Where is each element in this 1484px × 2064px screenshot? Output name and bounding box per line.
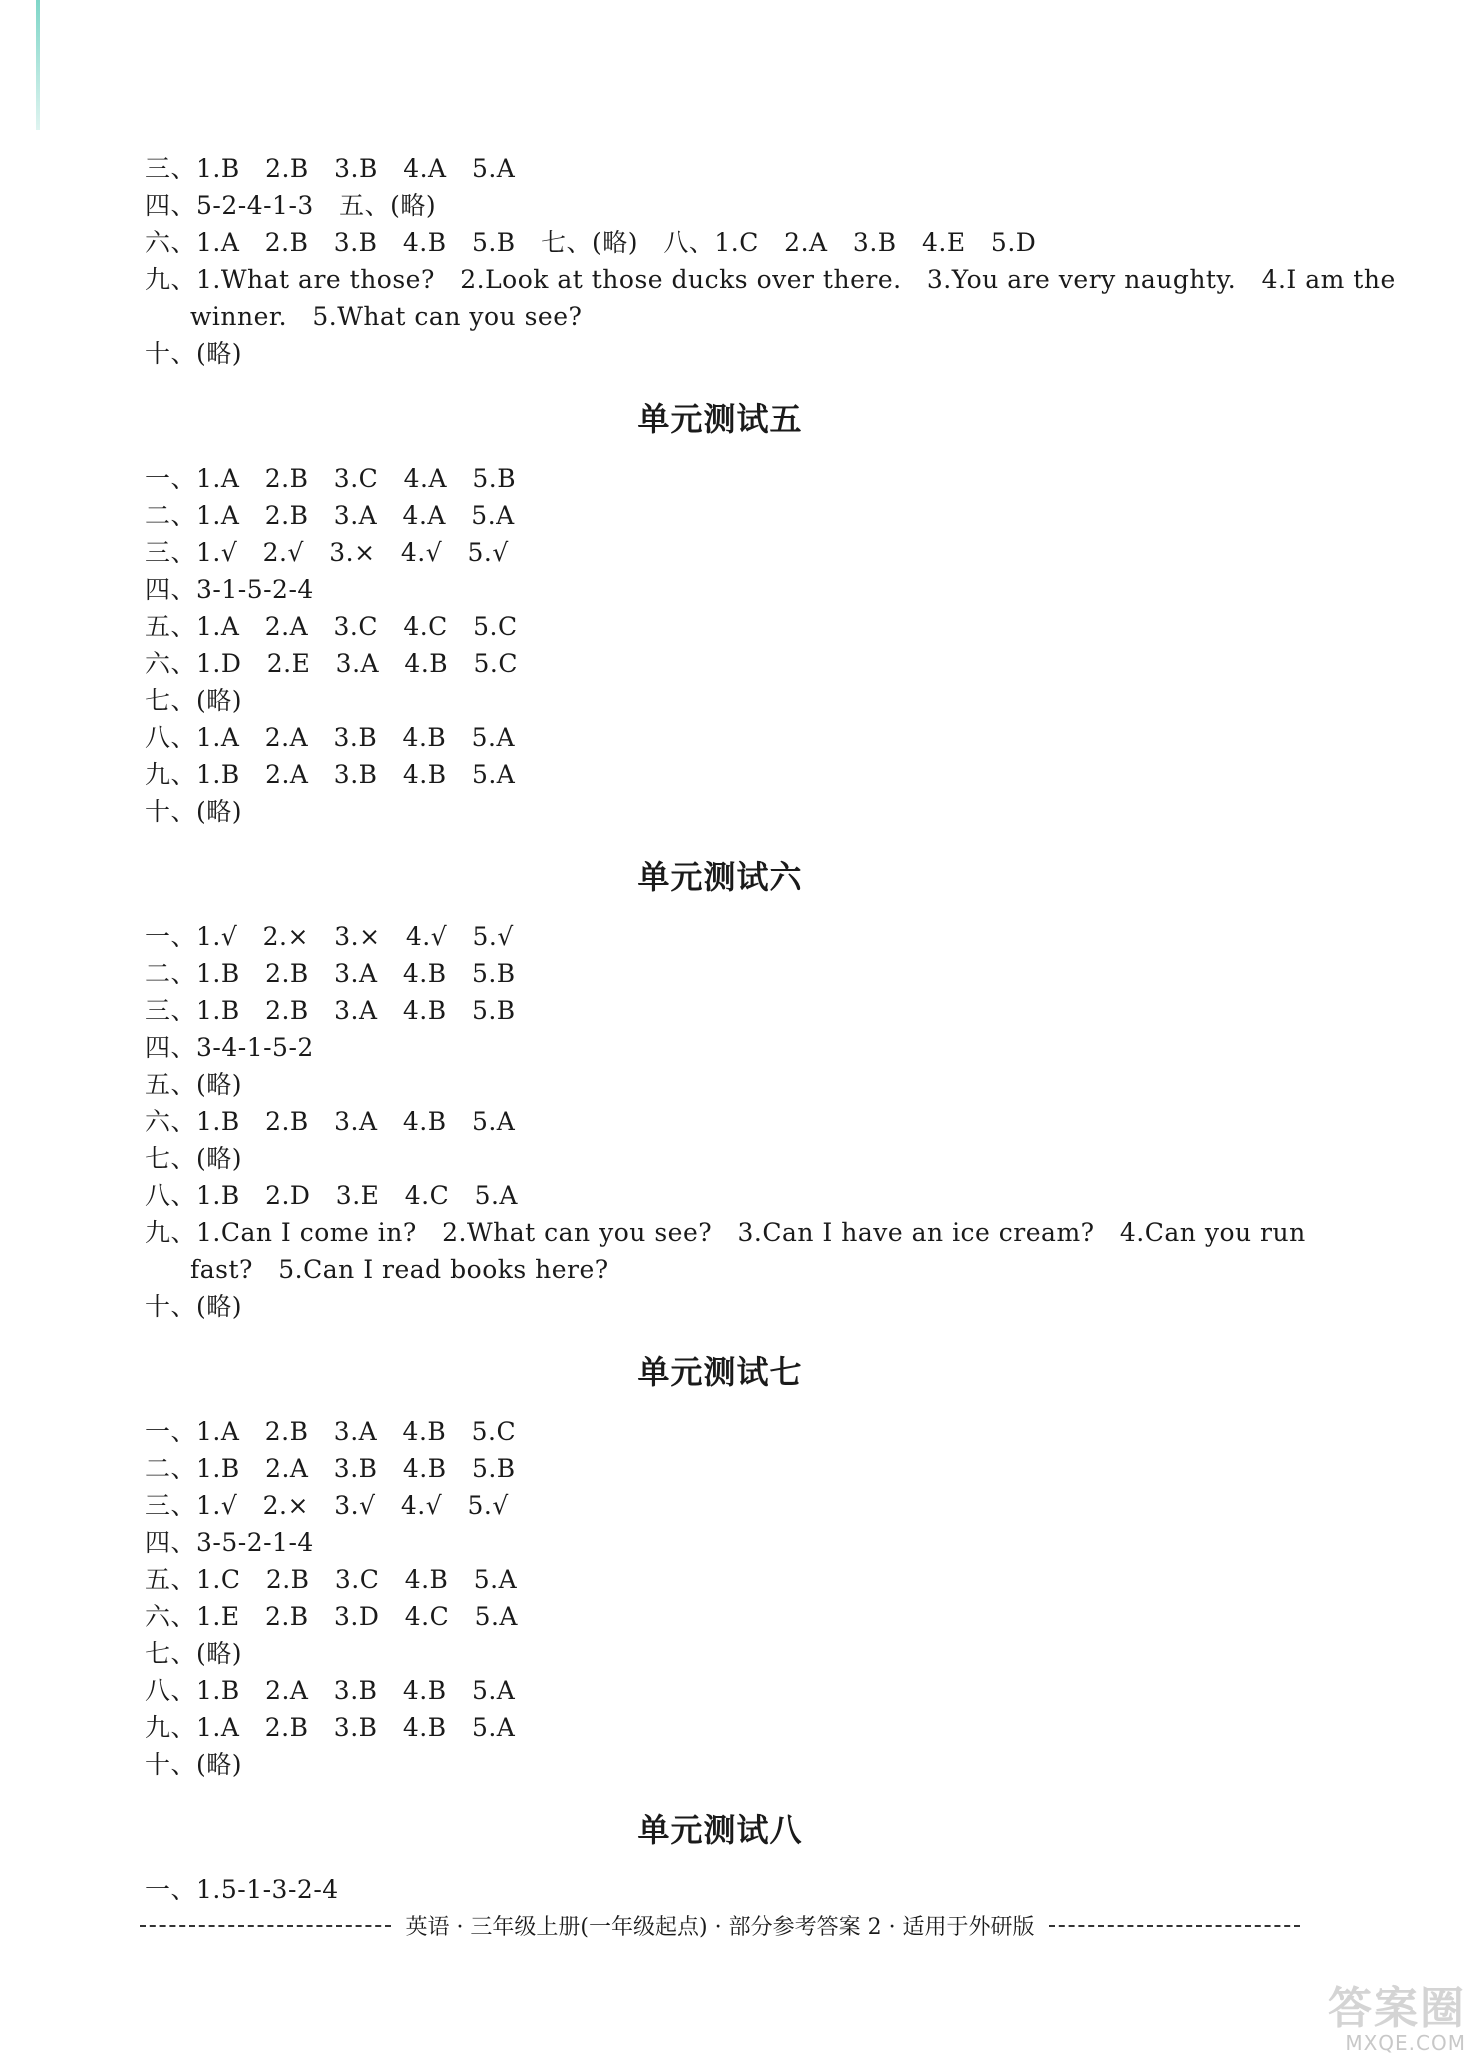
answer-line: 九、1.Can I come in? 2.What can you see? 3.Can I have an ice cream? 4.Can you run [145, 1218, 1306, 1247]
answer-line: 七、(略) [145, 686, 243, 715]
answer-line: 三、1.B 2.B 3.A 4.B 5.B [145, 996, 516, 1025]
section-title: 单元测试八 [637, 1811, 803, 1849]
top-block [145, 150, 1396, 372]
watermark [1276, 1983, 1466, 2056]
answer-line: 二、1.A 2.B 3.A 4.A 5.A [145, 501, 515, 530]
section-title: 单元测试五 [637, 400, 803, 438]
answer-line: 八、1.B 2.A 3.B 4.B 5.A [145, 1676, 516, 1705]
answer-line: 六、1.B 2.B 3.A 4.B 5.A [145, 1107, 516, 1136]
footer-dash-left [140, 1925, 391, 1927]
answer-line: 四、5-2-4-1-3 五、(略) [145, 191, 437, 220]
answer-line: 八、1.A 2.A 3.B 4.B 5.A [145, 723, 516, 752]
answer-line: 七、(略) [145, 1639, 243, 1668]
page-footer [140, 1910, 1300, 1941]
answer-line: 五、(略) [145, 1070, 243, 1099]
answer-line: 四、3-5-2-1-4 [145, 1528, 314, 1557]
answer-line: 九、1.A 2.B 3.B 4.B 5.A [145, 1713, 516, 1742]
answer-line: 一、1.√ 2.× 3.× 4.√ 5.√ [145, 922, 514, 951]
answer-line: 三、1.B 2.B 3.B 4.A 5.A [145, 154, 516, 183]
section-unit-test-7 [145, 1347, 1295, 1783]
answer-line: 六、1.A 2.B 3.B 4.B 5.B 七、(略) 八、1.C 2.A 3.B 4.E 5.D [145, 228, 1037, 257]
answer-line: 四、3-1-5-2-4 [145, 575, 314, 604]
footer-text: 英语 · 三年级上册(一年级起点) · 部分参考答案 2 · 适用于外研版 [405, 1915, 1035, 1940]
answer-line: 九、1.B 2.A 3.B 4.B 5.A [145, 760, 516, 789]
section-unit-test-8 [145, 1805, 1295, 1908]
answer-line: 九、1.What are those? 2.Look at those ducks over there. 3.You are very naughty. 4.I am the [145, 265, 1396, 294]
answer-line: 十、(略) [145, 1292, 243, 1321]
section-unit-test-5 [145, 394, 1295, 830]
answer-line: 十、(略) [145, 339, 243, 368]
page-edge-mark [36, 0, 40, 130]
answer-line-continued: fast? 5.Can I read books here? [190, 1255, 609, 1284]
answer-line: 三、1.√ 2.× 3.√ 4.√ 5.√ [145, 1491, 509, 1520]
answer-line: 四、3-4-1-5-2 [145, 1033, 314, 1062]
answer-line: 三、1.√ 2.√ 3.× 4.√ 5.√ [145, 538, 509, 567]
answer-line: 六、1.E 2.B 3.D 4.C 5.A [145, 1602, 518, 1631]
answer-line: 十、(略) [145, 797, 243, 826]
answer-line-continued: winner. 5.What can you see? [190, 302, 583, 331]
answer-line: 一、1.A 2.B 3.A 4.B 5.C [145, 1417, 517, 1446]
answer-line: 一、1.A 2.B 3.C 4.A 5.B [145, 464, 517, 493]
answer-line: 五、1.C 2.B 3.C 4.B 5.A [145, 1565, 518, 1594]
answer-line: 十、(略) [145, 1750, 243, 1779]
answer-line: 八、1.B 2.D 3.E 4.C 5.A [145, 1181, 518, 1210]
watermark-logo: 答案圈 [1328, 1983, 1466, 2034]
section-title: 单元测试六 [637, 858, 803, 896]
answer-line: 五、1.A 2.A 3.C 4.C 5.C [145, 612, 518, 641]
answer-line: 七、(略) [145, 1144, 243, 1173]
answer-content [145, 150, 1396, 1908]
section-title: 单元测试七 [637, 1353, 803, 1391]
answer-line: 二、1.B 2.B 3.A 4.B 5.B [145, 959, 516, 988]
footer-dash-right [1049, 1925, 1300, 1927]
watermark-url: MXQE.COM [1345, 2031, 1466, 2055]
answer-line: 一、1.5-1-3-2-4 [145, 1875, 339, 1904]
section-unit-test-6 [145, 852, 1306, 1325]
answer-line: 六、1.D 2.E 3.A 4.B 5.C [145, 649, 518, 678]
answer-line: 二、1.B 2.A 3.B 4.B 5.B [145, 1454, 516, 1483]
